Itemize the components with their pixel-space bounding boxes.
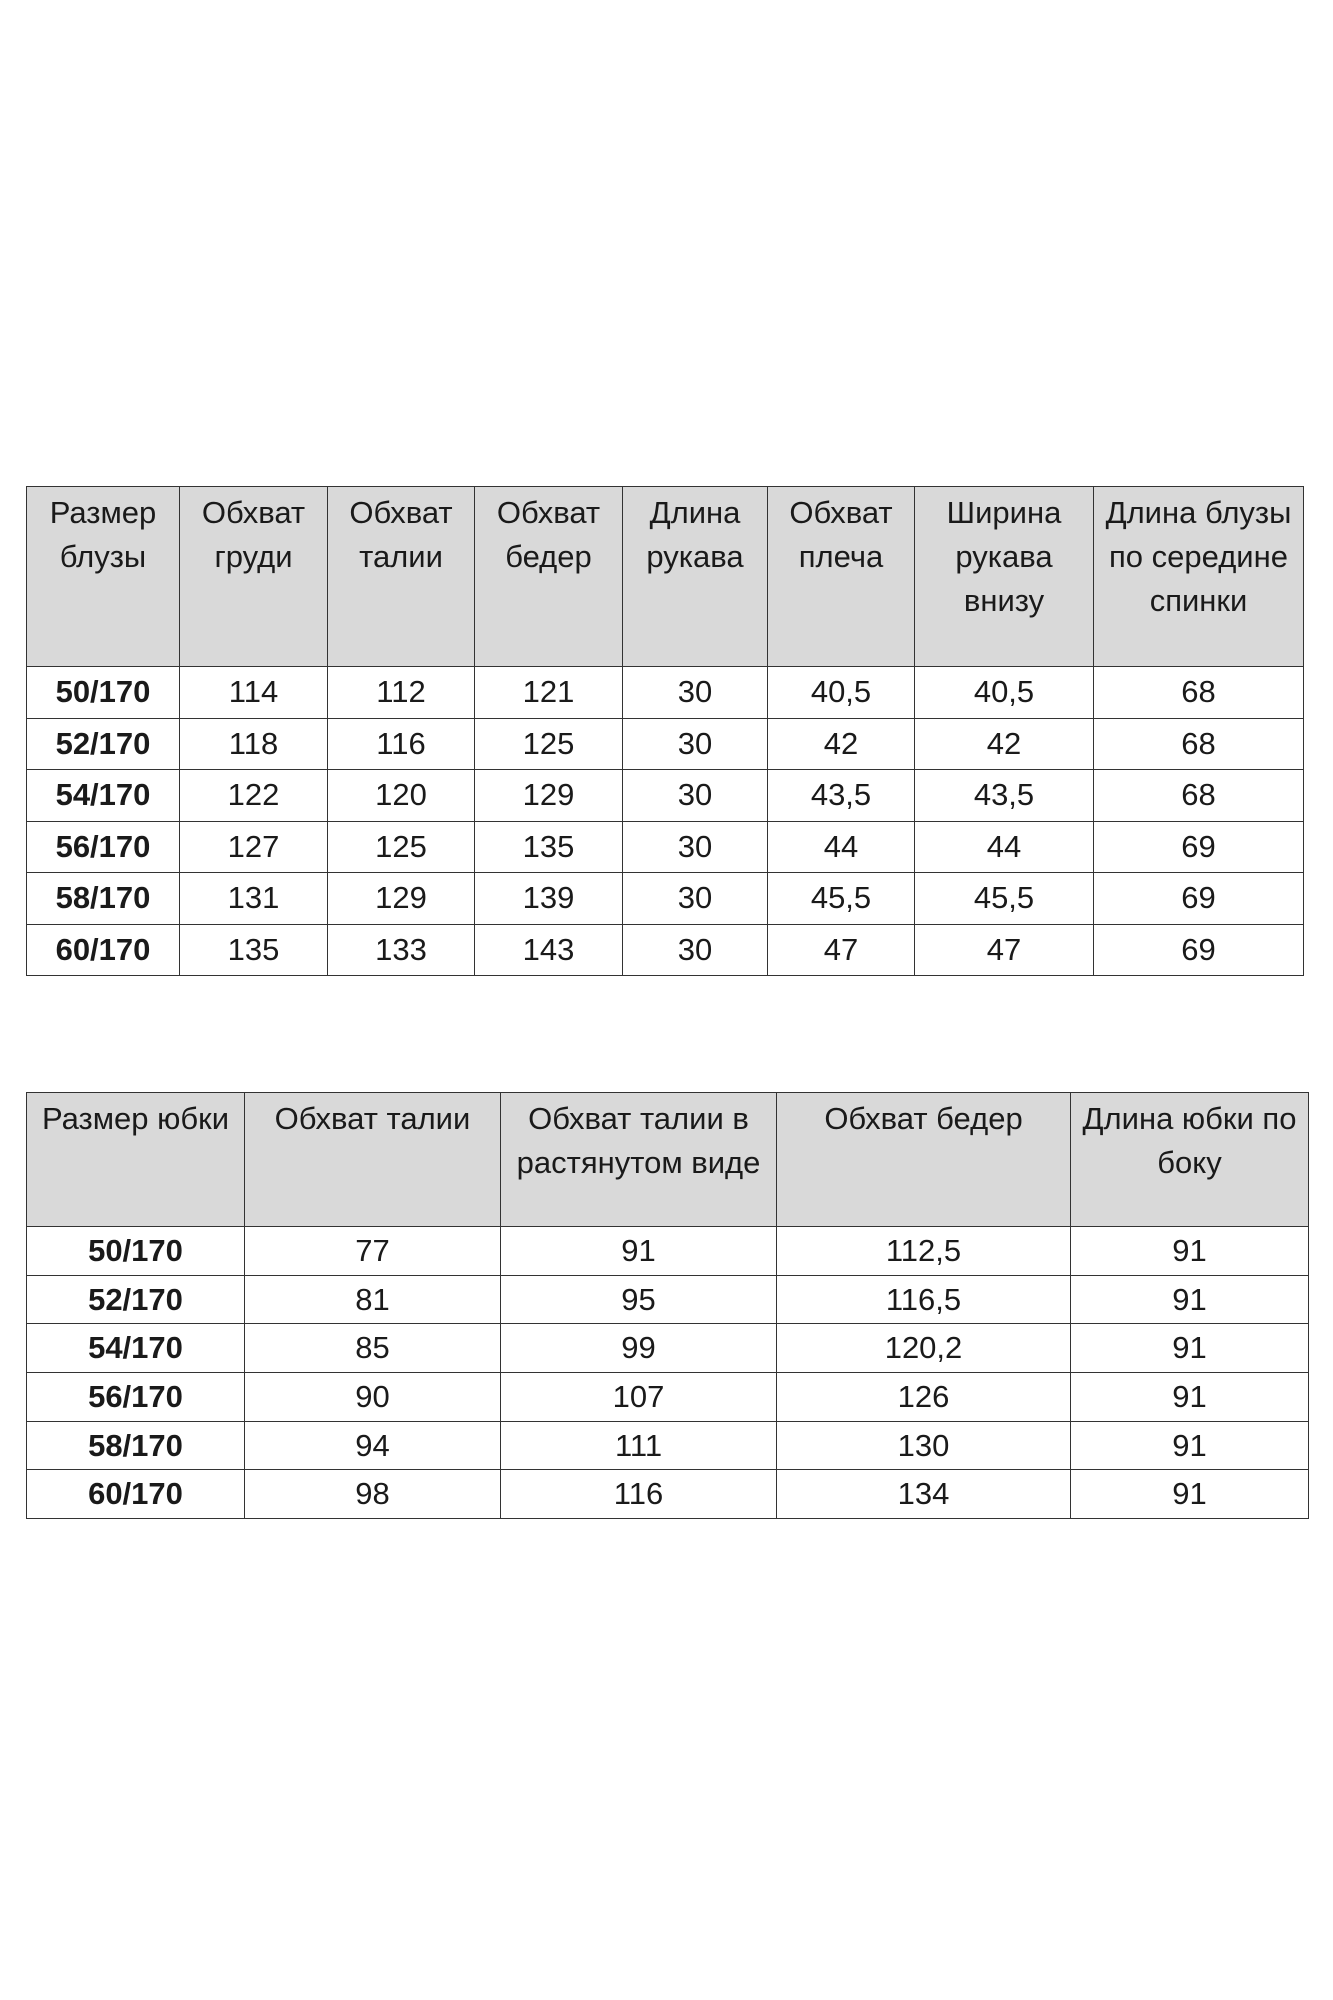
value-cell: 130 xyxy=(777,1421,1071,1470)
blouse-size-table xyxy=(26,486,1304,976)
skirt-table-body xyxy=(27,1227,1309,1519)
value-cell: 68 xyxy=(1094,667,1304,719)
table-row xyxy=(27,873,1304,925)
column-header: Обхват талии xyxy=(245,1093,501,1227)
value-cell: 129 xyxy=(328,873,475,925)
value-cell: 134 xyxy=(777,1470,1071,1519)
value-cell: 47 xyxy=(915,924,1094,976)
table-row xyxy=(27,770,1304,822)
size-cell: 54/170 xyxy=(27,770,180,822)
value-cell: 120,2 xyxy=(777,1324,1071,1373)
size-cell: 52/170 xyxy=(27,718,180,770)
column-header: Длина юбки по боку xyxy=(1071,1093,1309,1227)
value-cell: 98 xyxy=(245,1470,501,1519)
column-header: Обхват талии в растянутом виде xyxy=(501,1093,777,1227)
value-cell: 45,5 xyxy=(768,873,915,925)
value-cell: 129 xyxy=(475,770,623,822)
blouse-table-body xyxy=(27,667,1304,976)
value-cell: 135 xyxy=(475,821,623,873)
table-row xyxy=(27,1373,1309,1422)
value-cell: 68 xyxy=(1094,718,1304,770)
value-cell: 131 xyxy=(180,873,328,925)
value-cell: 30 xyxy=(623,667,768,719)
table-row xyxy=(27,667,1304,719)
size-cell: 58/170 xyxy=(27,873,180,925)
value-cell: 107 xyxy=(501,1373,777,1422)
value-cell: 127 xyxy=(180,821,328,873)
value-cell: 125 xyxy=(475,718,623,770)
column-header: Обхват бедер xyxy=(475,487,623,667)
value-cell: 91 xyxy=(1071,1421,1309,1470)
table-row xyxy=(27,1421,1309,1470)
value-cell: 135 xyxy=(180,924,328,976)
value-cell: 91 xyxy=(1071,1227,1309,1276)
value-cell: 42 xyxy=(768,718,915,770)
size-cell: 60/170 xyxy=(27,1470,245,1519)
value-cell: 126 xyxy=(777,1373,1071,1422)
table-row xyxy=(27,1275,1309,1324)
value-cell: 40,5 xyxy=(768,667,915,719)
value-cell: 69 xyxy=(1094,924,1304,976)
value-cell: 94 xyxy=(245,1421,501,1470)
table-row xyxy=(27,718,1304,770)
column-header: Обхват бедер xyxy=(777,1093,1071,1227)
value-cell: 68 xyxy=(1094,770,1304,822)
table-row xyxy=(27,1227,1309,1276)
value-cell: 125 xyxy=(328,821,475,873)
value-cell: 91 xyxy=(501,1227,777,1276)
value-cell: 43,5 xyxy=(768,770,915,822)
value-cell: 42 xyxy=(915,718,1094,770)
value-cell: 143 xyxy=(475,924,623,976)
value-cell: 114 xyxy=(180,667,328,719)
value-cell: 95 xyxy=(501,1275,777,1324)
value-cell: 118 xyxy=(180,718,328,770)
column-header: Ширина рукава внизу xyxy=(915,487,1094,667)
column-header: Обхват талии xyxy=(328,487,475,667)
size-cell: 50/170 xyxy=(27,667,180,719)
column-header: Длина блузы по середине спинки xyxy=(1094,487,1304,667)
skirt-header-row xyxy=(27,1093,1309,1227)
value-cell: 43,5 xyxy=(915,770,1094,822)
value-cell: 44 xyxy=(915,821,1094,873)
skirt-size-table xyxy=(26,1092,1309,1519)
table-row xyxy=(27,1324,1309,1373)
size-cell: 52/170 xyxy=(27,1275,245,1324)
size-cell: 56/170 xyxy=(27,1373,245,1422)
value-cell: 112,5 xyxy=(777,1227,1071,1276)
value-cell: 45,5 xyxy=(915,873,1094,925)
table-row xyxy=(27,821,1304,873)
value-cell: 90 xyxy=(245,1373,501,1422)
value-cell: 122 xyxy=(180,770,328,822)
value-cell: 44 xyxy=(768,821,915,873)
value-cell: 120 xyxy=(328,770,475,822)
value-cell: 99 xyxy=(501,1324,777,1373)
table-row xyxy=(27,1470,1309,1519)
column-header: Обхват плеча xyxy=(768,487,915,667)
value-cell: 85 xyxy=(245,1324,501,1373)
value-cell: 111 xyxy=(501,1421,777,1470)
column-header: Длина рукава xyxy=(623,487,768,667)
size-cell: 58/170 xyxy=(27,1421,245,1470)
value-cell: 91 xyxy=(1071,1470,1309,1519)
value-cell: 69 xyxy=(1094,821,1304,873)
value-cell: 30 xyxy=(623,873,768,925)
column-header: Размер блузы xyxy=(27,487,180,667)
value-cell: 81 xyxy=(245,1275,501,1324)
value-cell: 133 xyxy=(328,924,475,976)
value-cell: 40,5 xyxy=(915,667,1094,719)
value-cell: 30 xyxy=(623,821,768,873)
value-cell: 47 xyxy=(768,924,915,976)
blouse-header-row xyxy=(27,487,1304,667)
value-cell: 112 xyxy=(328,667,475,719)
value-cell: 30 xyxy=(623,770,768,822)
value-cell: 77 xyxy=(245,1227,501,1276)
size-cell: 50/170 xyxy=(27,1227,245,1276)
size-cell: 56/170 xyxy=(27,821,180,873)
value-cell: 30 xyxy=(623,718,768,770)
size-cell: 54/170 xyxy=(27,1324,245,1373)
value-cell: 116,5 xyxy=(777,1275,1071,1324)
value-cell: 91 xyxy=(1071,1275,1309,1324)
value-cell: 91 xyxy=(1071,1324,1309,1373)
value-cell: 121 xyxy=(475,667,623,719)
table-row xyxy=(27,924,1304,976)
value-cell: 139 xyxy=(475,873,623,925)
value-cell: 116 xyxy=(328,718,475,770)
value-cell: 30 xyxy=(623,924,768,976)
value-cell: 91 xyxy=(1071,1373,1309,1422)
column-header: Размер юбки xyxy=(27,1093,245,1227)
size-cell: 60/170 xyxy=(27,924,180,976)
value-cell: 116 xyxy=(501,1470,777,1519)
column-header: Обхват груди xyxy=(180,487,328,667)
value-cell: 69 xyxy=(1094,873,1304,925)
